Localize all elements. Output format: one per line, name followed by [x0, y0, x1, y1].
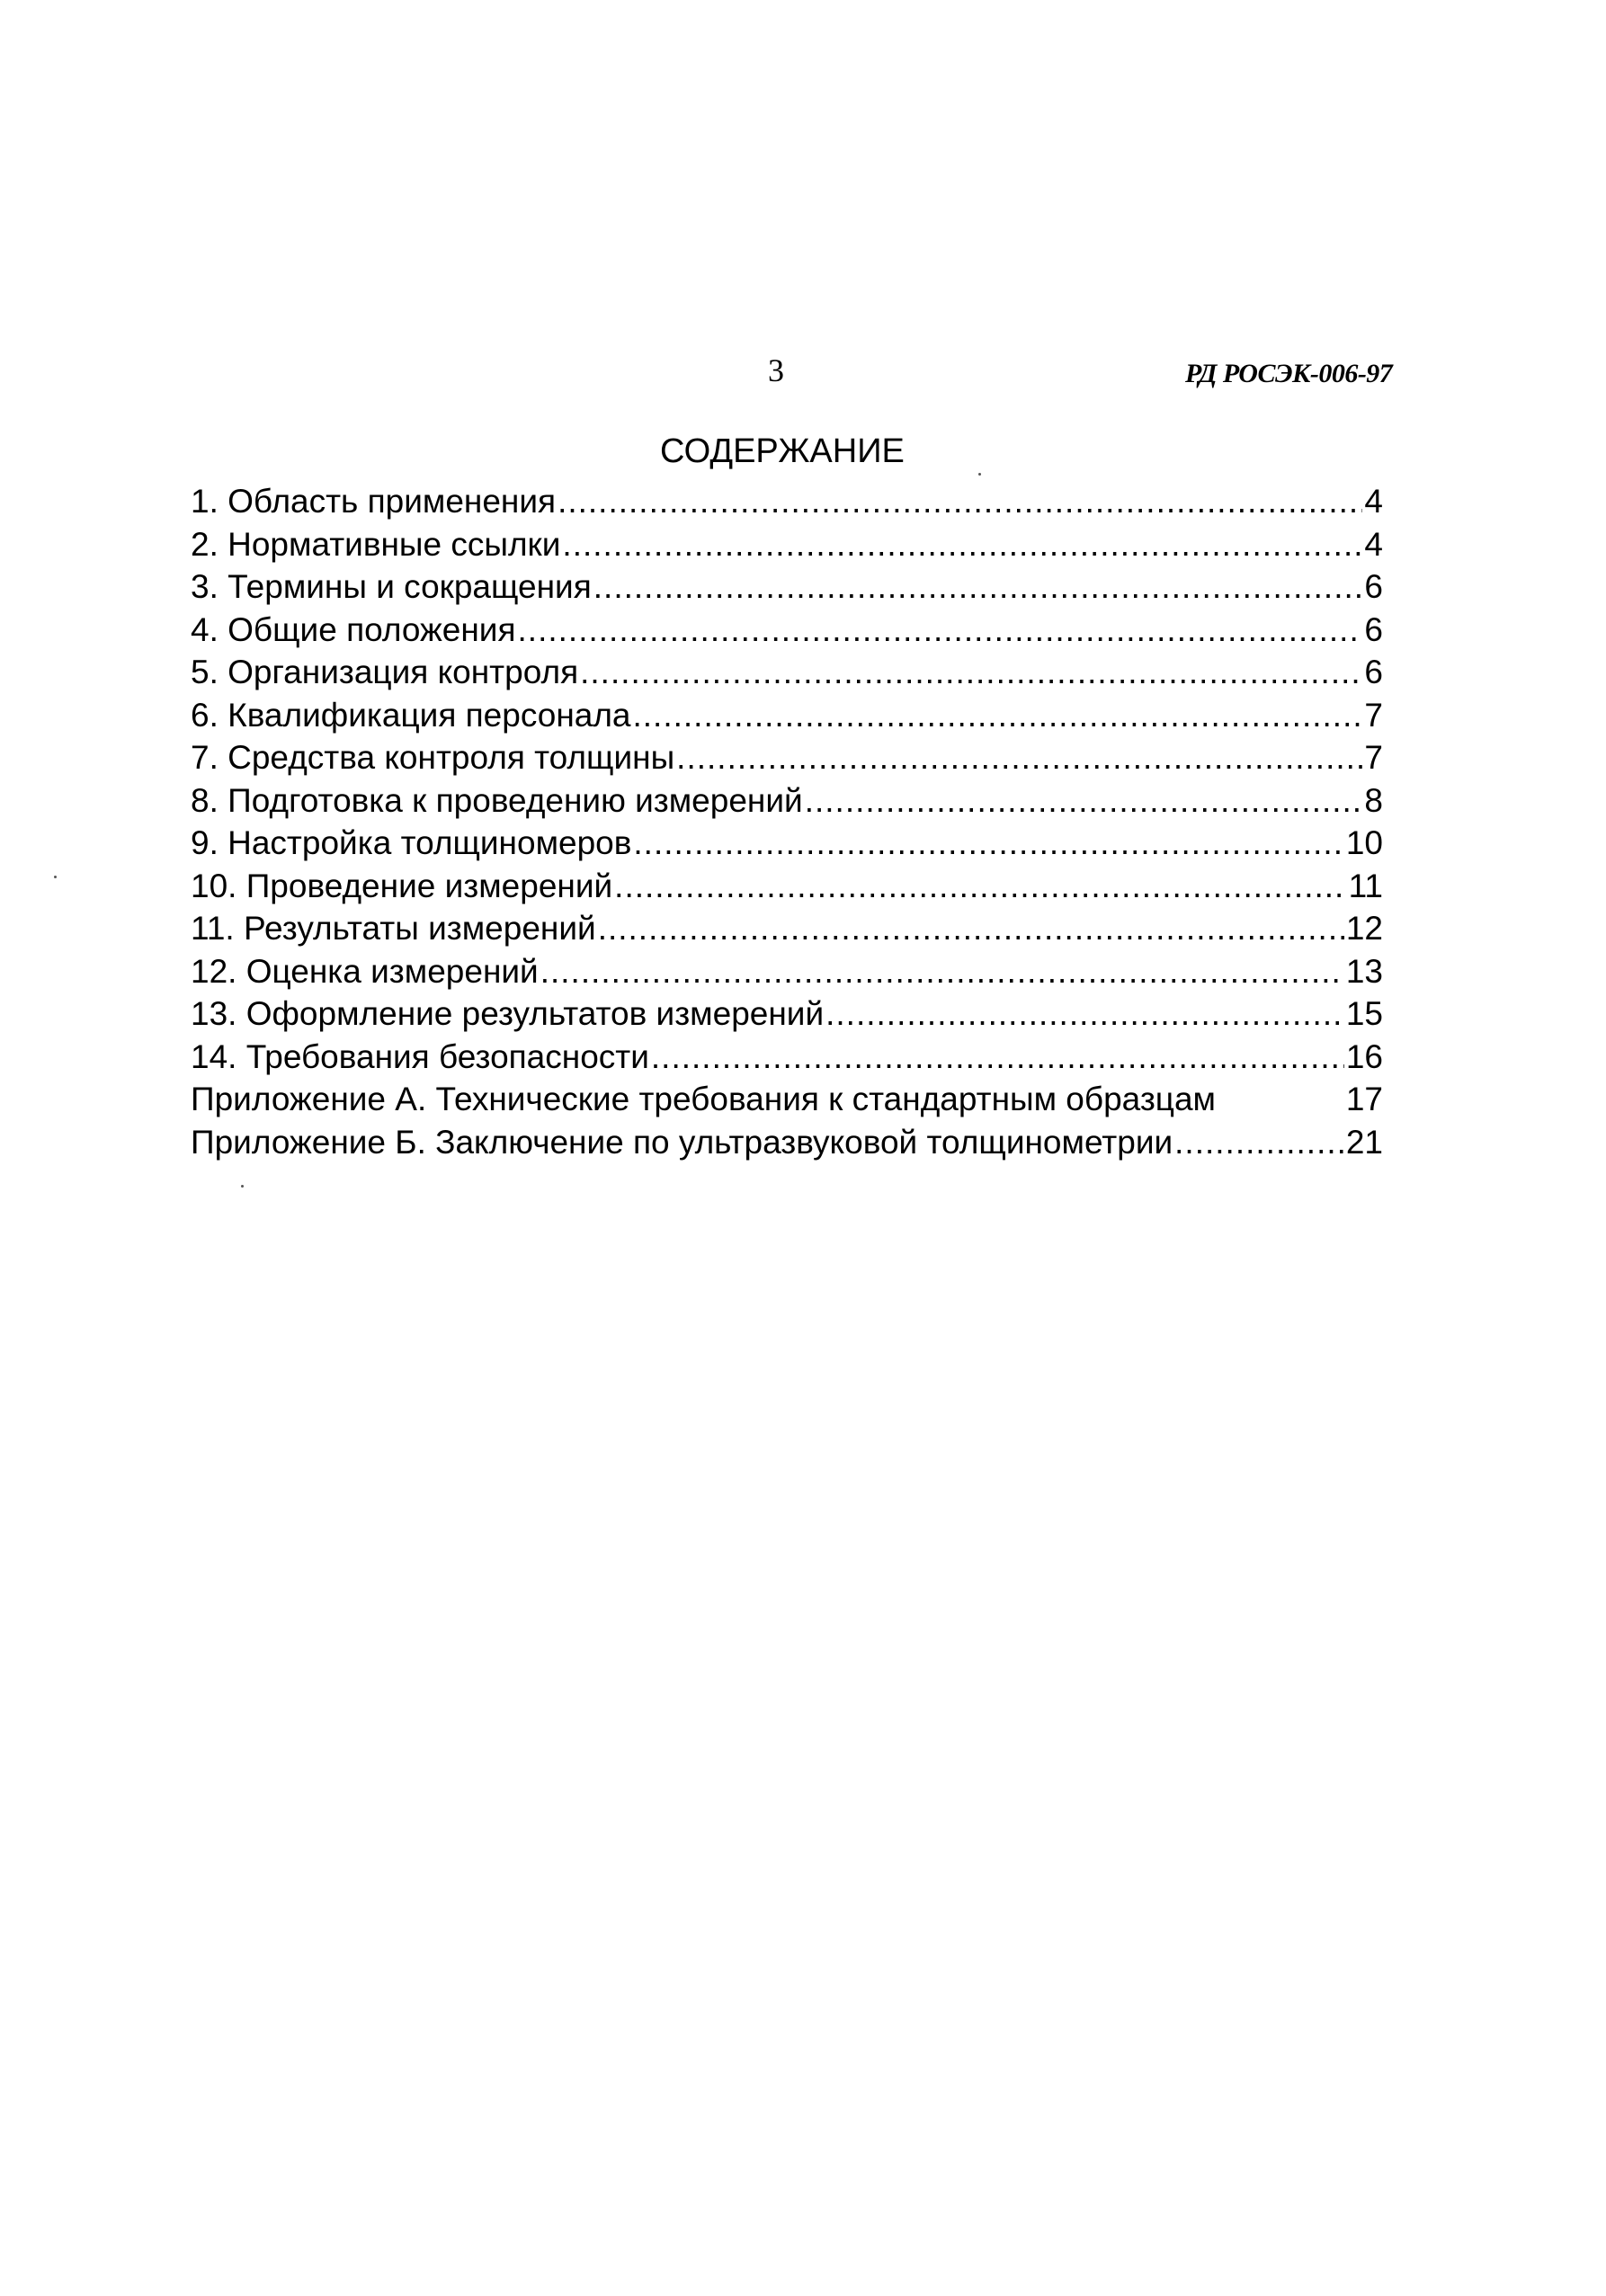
- toc-entry-title: 10. Проведение измерений: [191, 867, 613, 904]
- toc-leader-dots: [558, 480, 1362, 523]
- toc-entry-title: 4. Общие положения: [191, 610, 516, 648]
- toc-entry-page: 21: [1345, 1123, 1383, 1161]
- toc-leader-dots: [580, 651, 1362, 694]
- toc-entry-title: Приложение Б. Заключение по ультразвуковой толщинометрии: [191, 1123, 1173, 1161]
- toc-entry-title: 6. Квалификация персонала: [191, 696, 631, 734]
- toc-entry: [191, 1121, 1392, 1164]
- toc-entry-title: 5. Организация контроля: [191, 654, 579, 690]
- toc-entry: [191, 651, 1392, 694]
- toc-entry-page: 17: [1345, 1081, 1383, 1117]
- toc-leader-dots: [1174, 1121, 1344, 1164]
- toc-leader-dots: [614, 865, 1346, 908]
- toc-entry: [191, 736, 1392, 779]
- toc-entry-page: 16: [1345, 1037, 1383, 1075]
- toc-leader-dots: [651, 1036, 1344, 1079]
- toc-entry-title: 3. Термины и сокращения: [191, 568, 592, 605]
- toc-entry: [191, 865, 1392, 908]
- toc-leader-dots: [562, 523, 1362, 566]
- toc-entry: [191, 1078, 1392, 1121]
- toc-leader-dots: [805, 779, 1363, 823]
- page-number: 3: [768, 352, 784, 388]
- toc-entry-page: 7: [1364, 696, 1383, 734]
- toc-entry: [191, 565, 1392, 609]
- toc-entry-page: 7: [1364, 739, 1383, 776]
- toc-entry-title: 13. Оформление результатов измерений: [191, 995, 825, 1032]
- toc-entry: [191, 907, 1392, 950]
- scan-speck: [978, 473, 981, 476]
- toc-entry-title: 7. Средства контроля толщины: [191, 739, 675, 776]
- toc-title: СОДЕРЖАНИЕ: [660, 432, 905, 470]
- toc-entry: [191, 480, 1392, 523]
- toc-entry: [191, 1036, 1392, 1079]
- toc-leader-dots: [633, 694, 1363, 737]
- toc-entry-page: 8: [1364, 781, 1383, 819]
- toc-entry-title: 12. Оценка измерений: [191, 952, 539, 990]
- toc-entry-title: 14. Требования безопасности: [191, 1037, 649, 1075]
- table-of-contents: [191, 480, 1392, 1163]
- toc-entry-page: 10: [1345, 824, 1383, 861]
- toc-entry: [191, 609, 1392, 652]
- toc-leader-dots: [825, 992, 1344, 1036]
- toc-leader-dots: [598, 907, 1344, 950]
- toc-entry-page: 4: [1364, 483, 1383, 520]
- toc-entry-page: 6: [1364, 610, 1383, 648]
- toc-entry-page: 11: [1348, 867, 1383, 904]
- toc-entry-page: 6: [1364, 568, 1383, 605]
- toc-entry: [191, 992, 1392, 1036]
- scan-speck: [241, 1185, 244, 1188]
- scan-speck: [54, 876, 57, 878]
- toc-entry-title: 11. Результаты измерений: [191, 910, 596, 947]
- toc-entry-page: 12: [1345, 910, 1383, 947]
- toc-entry-page: 13: [1345, 952, 1383, 990]
- toc-entry: [191, 822, 1392, 865]
- toc-leader-dots: [676, 736, 1362, 779]
- toc-entry-title: 8. Подготовка к проведению измерений: [191, 781, 803, 819]
- toc-entry-page: 6: [1364, 654, 1383, 690]
- toc-entry: [191, 694, 1392, 737]
- toc-leader-dots: [540, 950, 1344, 993]
- toc-entry: [191, 523, 1392, 566]
- toc-leader-dots: [518, 609, 1363, 652]
- toc-entry: [191, 950, 1392, 993]
- toc-entry-page: 4: [1364, 525, 1383, 563]
- toc-entry: [191, 779, 1392, 823]
- toc-leader-dots: [633, 822, 1343, 865]
- toc-leader-dots: [593, 565, 1363, 609]
- document-code: РД РОСЭК-006-97: [1185, 359, 1393, 388]
- toc-entry-title: 9. Настройка толщиномеров: [191, 824, 632, 861]
- toc-entry-title: 2. Нормативные ссылки: [191, 525, 561, 563]
- toc-entry-title: 1. Область применения: [191, 483, 557, 520]
- toc-entry-page: 15: [1345, 995, 1383, 1032]
- toc-entry-title: Приложение А. Технические требования к стандартным образцам: [191, 1081, 1216, 1117]
